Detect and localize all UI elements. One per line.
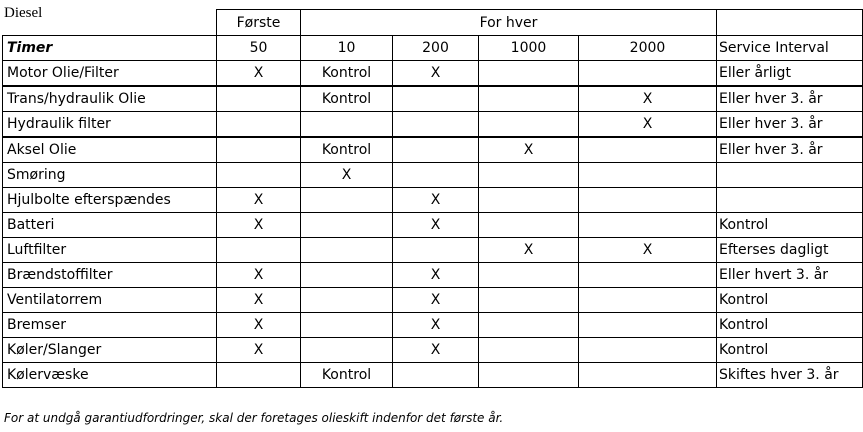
schedule-cell: X [217,188,301,213]
schedule-cell: X [217,61,301,87]
schedule-cell [479,313,579,338]
item-name: Smøring [3,163,217,188]
item-name: Hydraulik filter [3,112,217,138]
footnote: For at undgå garantiudfordringer, skal der foretages olieskift indenfor det første år. [4,411,504,425]
table-row [3,137,863,163]
item-name: Bremser [3,313,217,338]
schedule-cell: X [393,313,479,338]
schedule-cell [301,213,393,238]
schedule-cell [301,188,393,213]
header-service-interval: Service Interval [717,36,863,61]
header-hours-1000: 1000 [479,36,579,61]
header-each: For hver [301,10,717,36]
schedule-cell [479,363,579,388]
schedule-cell [579,163,717,188]
item-name: Trans/hydraulik Olie [3,86,217,112]
service-interval-cell: Kontrol [717,213,863,238]
schedule-cell: Kontrol [301,137,393,163]
schedule-cell: X [393,288,479,313]
schedule-cell [579,188,717,213]
header-row-1 [3,10,863,36]
schedule-cell [479,263,579,288]
table-row [3,338,863,363]
schedule-cell: X [393,338,479,363]
table-row [3,86,863,112]
service-interval-cell: Eller hver 3. år [717,137,863,163]
schedule-cell [579,263,717,288]
schedule-cell [217,112,301,138]
schedule-cell [579,363,717,388]
schedule-cell: X [217,263,301,288]
schedule-cell: Kontrol [301,61,393,87]
schedule-cell [479,188,579,213]
service-interval-cell [717,188,863,213]
schedule-cell [579,338,717,363]
item-name: Batteri [3,213,217,238]
table-row [3,213,863,238]
item-name: Luftfilter [3,238,217,263]
schedule-cell: X [217,338,301,363]
table-row [3,188,863,213]
header-row-2 [3,36,863,61]
schedule-cell [393,112,479,138]
table-row [3,288,863,313]
schedule-cell [217,86,301,112]
schedule-cell: X [393,61,479,87]
header-hours-200: 200 [393,36,479,61]
schedule-cell [301,313,393,338]
header-hours-2000: 2000 [579,36,717,61]
schedule-cell: X [301,163,393,188]
table-row [3,112,863,138]
schedule-cell: X [579,238,717,263]
schedule-cell: X [217,313,301,338]
schedule-cell [217,163,301,188]
service-interval-cell: Eller hver 3. år [717,86,863,112]
schedule-cell [393,238,479,263]
header-timer: Timer [3,36,217,61]
table-row [3,163,863,188]
schedule-cell: X [393,263,479,288]
service-interval-cell: Eller årligt [717,61,863,87]
schedule-cell: Kontrol [301,363,393,388]
schedule-cell [479,338,579,363]
header-corner [3,10,217,36]
schedule-cell [479,112,579,138]
schedule-cell [301,238,393,263]
schedule-cell [301,288,393,313]
service-interval-cell: Eller hvert 3. år [717,263,863,288]
item-name: Ventilatorrem [3,288,217,313]
schedule-cell: Kontrol [301,86,393,112]
service-interval-cell: Kontrol [717,338,863,363]
schedule-cell [579,137,717,163]
schedule-cell [579,288,717,313]
item-name: Motor Olie/Filter [3,61,217,87]
table-row [3,61,863,87]
service-interval-cell [717,163,863,188]
table-row [3,263,863,288]
schedule-cell [393,363,479,388]
schedule-cell [217,137,301,163]
table-row [3,363,863,388]
service-interval-cell: Kontrol [717,313,863,338]
header-hours-10: 10 [301,36,393,61]
service-interval-cell: Efterses dagligt [717,238,863,263]
schedule-cell: X [217,213,301,238]
schedule-cell [579,213,717,238]
schedule-cell: X [217,288,301,313]
schedule-cell [301,112,393,138]
table-row [3,313,863,338]
schedule-cell [479,86,579,112]
schedule-cell: X [479,137,579,163]
item-name: Aksel Olie [3,137,217,163]
item-name: Køler/Slanger [3,338,217,363]
service-interval-cell: Eller hver 3. år [717,112,863,138]
item-name: Hjulbolte efterspændes [3,188,217,213]
schedule-cell [479,288,579,313]
schedule-cell [579,61,717,87]
schedule-cell [479,213,579,238]
schedule-cell [393,163,479,188]
schedule-cell [393,86,479,112]
table-row [3,238,863,263]
service-interval-cell: Skiftes hver 3. år [717,363,863,388]
schedule-cell: X [579,86,717,112]
schedule-cell [579,313,717,338]
schedule-cell [479,61,579,87]
schedule-cell: X [393,188,479,213]
header-first: Første [217,10,301,36]
item-name: Brændstoffilter [3,263,217,288]
header-service-top [717,10,863,36]
schedule-cell [393,137,479,163]
schedule-cell [217,238,301,263]
header-hours-50: 50 [217,36,301,61]
schedule-cell [217,363,301,388]
schedule-cell: X [479,238,579,263]
schedule-cell [479,163,579,188]
schedule-cell [301,338,393,363]
schedule-cell: X [393,213,479,238]
maintenance-schedule-table [2,9,863,388]
service-interval-cell: Kontrol [717,288,863,313]
schedule-cell: X [579,112,717,138]
item-name: Kølervæske [3,363,217,388]
document-title: Diesel [4,5,43,21]
schedule-cell [301,263,393,288]
